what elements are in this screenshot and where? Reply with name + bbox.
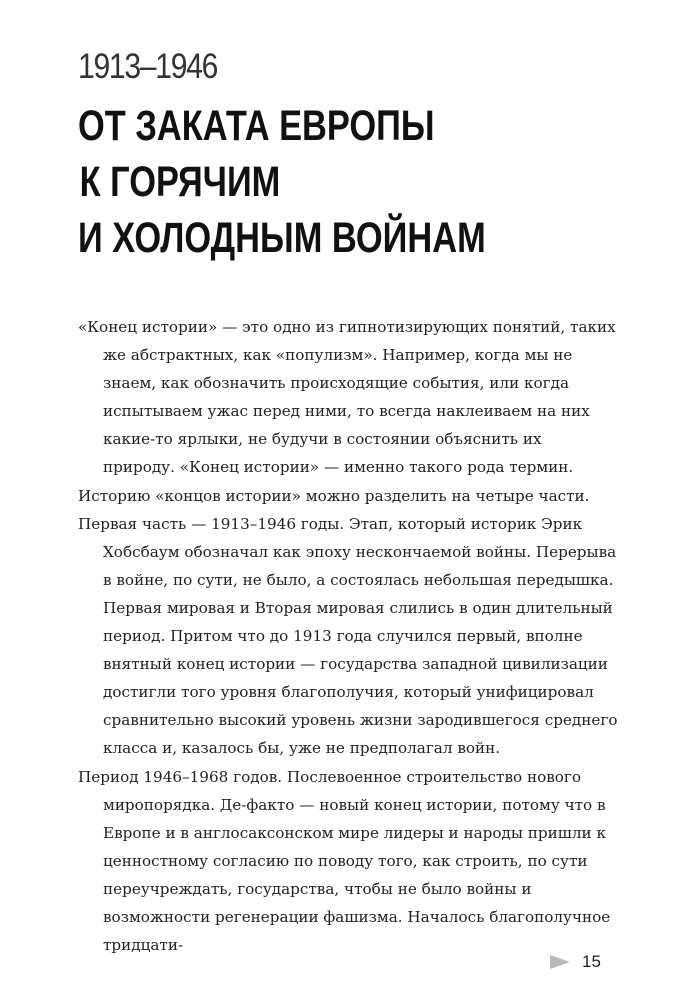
chapter-title [78, 98, 486, 266]
page-number: 15 [582, 952, 601, 971]
body-text [78, 313, 618, 959]
chapter-title-line: И ХОЛОДНЫМ ВОЙНАМ [78, 214, 486, 262]
paragraph: Период 1946–1968 годов. Послевоенное строительство нового миропорядка. Де-факто — новый конец истории, потому что в Европе и в англосаксонском мире лидеры и народы пришли к ценностному согласию по поводу того, как строить, по сути переучреждать, государства, чтобы не было войны и возможности регенерации фашизма. Началось благополучное тридцати- [78, 767, 611, 955]
paragraph: «Конец истории» — это одно из гипнотизирующих понятий, таких же абстрактных, как «популизм». Например, когда мы не знаем, как обозначить происходящие события, или когда испытываем ужас перед ними, то всегда наклеиваем на них какие-то ярлыки, не будучи в состоянии объяснить их природу. «Конец истории» — именно такого рода термин. [78, 318, 616, 477]
chapter-title-line: ОТ ЗАКАТА ЕВРОПЫ [78, 102, 435, 150]
page-footer [550, 952, 601, 972]
triangle-right-icon [550, 955, 570, 969]
paragraph: Историю «концов истории» можно разделить на четыре части. [78, 486, 590, 505]
chapter-title-line: К ГОРЯЧИМ [79, 158, 281, 206]
chapter-years: 1913–1946 [78, 47, 218, 86]
paragraph: Первая часть — 1913–1946 годы. Этап, который историк Эрик Хобсбаум обозначал как эпоху нескончаемой войны. Перерыва в войне, по сути, не было, а состоялась небольшая передышка. Первая мировая и Вторая мировая слились в один длительный период. Притом что до 1913 года случился первый, вполне внятный конец истории — государства западной цивилизации достигли того уровня благополучия, который унифицировал сравнительно высокий уровень жизни зародившегося среднего класса и, казалось бы, уже не предполагал войн. [78, 514, 618, 758]
